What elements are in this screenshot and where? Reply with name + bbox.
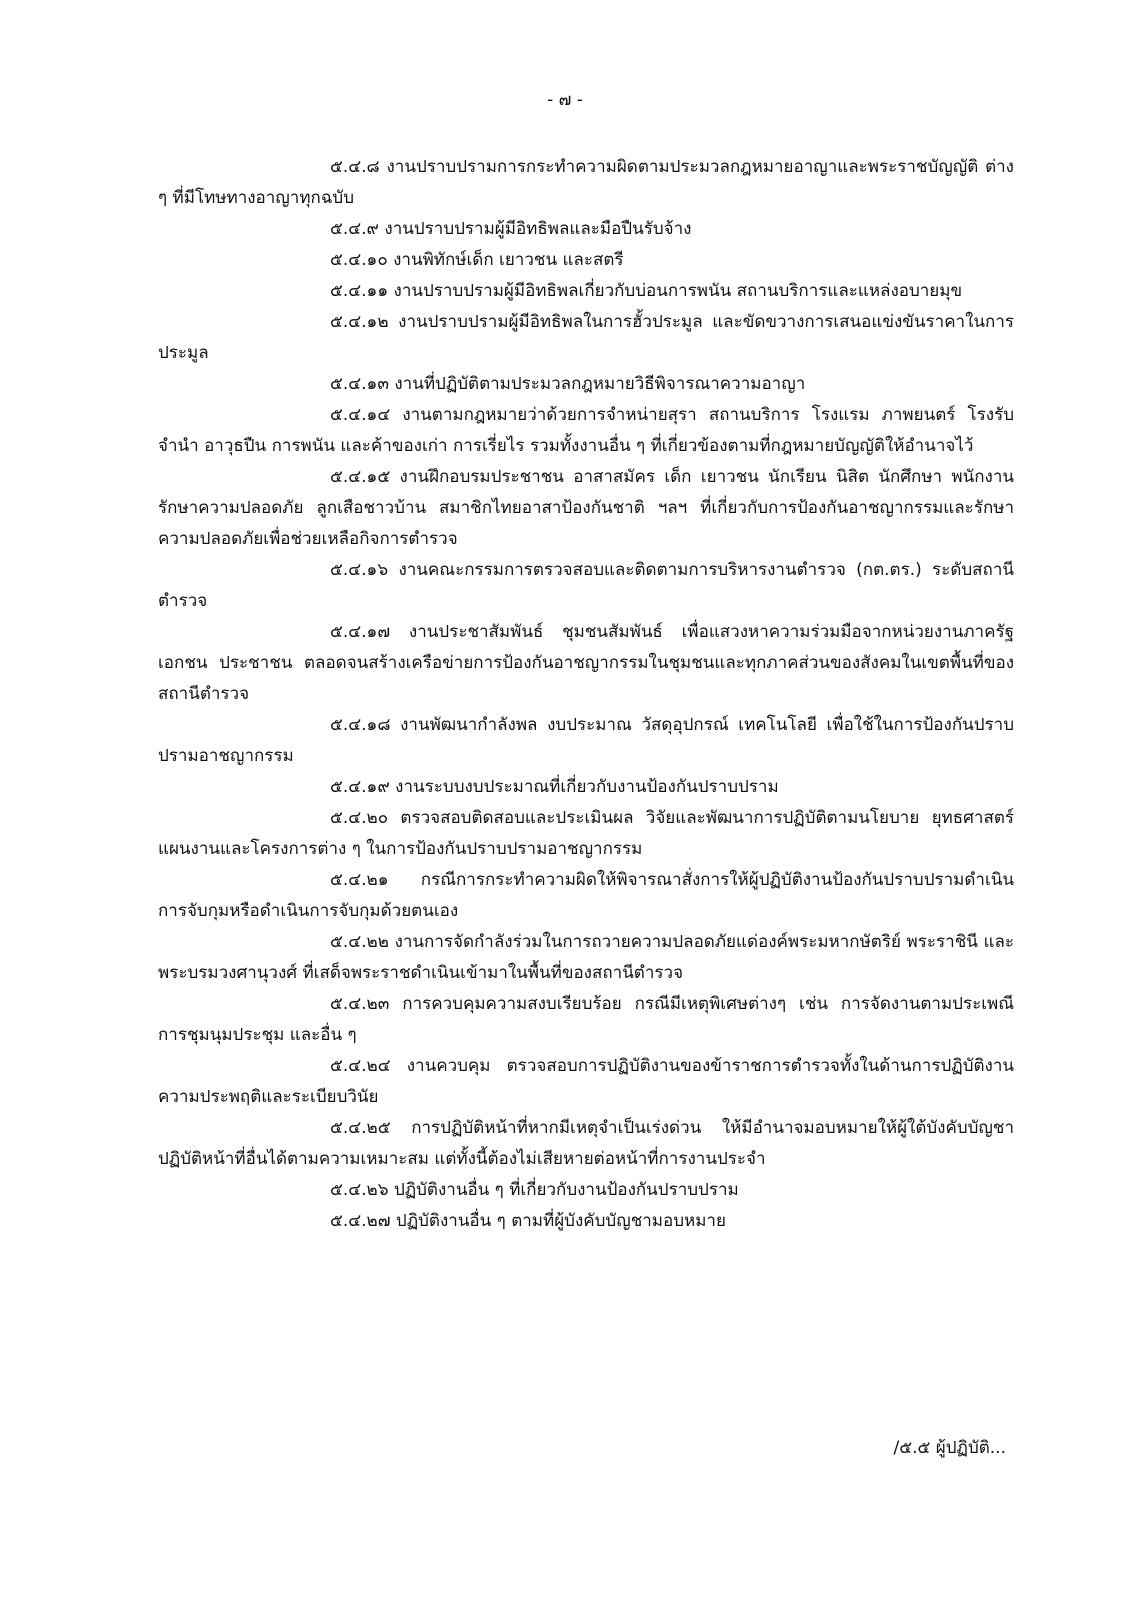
list-item: ๕.๔.๒๓ การควบคุมความสงบเรียบร้อย กรณีมีเหตุพิเศษต่างๆ เช่น การจัดงานตามประเพณี การชุมนุมประชุม และอื่น ๆ <box>158 994 1014 1045</box>
list-item: ๕.๔.๑๗ งานประชาสัมพันธ์ ชุมชนสัมพันธ์ เพื่อแสวงหาความร่วมมือจากหน่วยงานภาครัฐ เอกชน ประชาชน ตลอดจนสร้างเครือข่ายการป้องกันอาชญากรรมในชุมชนและทุกภาคส่วนของสังคมในเขตพื้นที่ของสถานีตำรวจ <box>158 622 1014 704</box>
list-item: ๕.๔.๑๘ งานพัฒนากำลังพล งบประมาณ วัสดุอุปกรณ์ เทคโนโลยี เพื่อใช้ในการป้องกันปราบปรามอาชญากรรม <box>158 715 1014 766</box>
list-item: ๕.๔.๑๔ งานตามกฎหมายว่าด้วยการจำหน่ายสุรา สถานบริการ โรงแรม ภาพยนตร์ โรงรับจำนำ อาวุธปืน การพนัน และค้าของเก่า การเรี่ยไร รวมทั้งงานอื่น ๆ ที่เกี่ยวข้องตามที่กฎหมายบัญญัติให้อำนาจไว้ <box>158 405 1014 456</box>
list-item: ๕.๔.๒๗ ปฏิบัติงานอื่น ๆ ตามที่ผู้บังคับบัญชามอบหมาย <box>330 1211 726 1231</box>
list-item: ๕.๔.๒๖ ปฏิบัติงานอื่น ๆ ที่เกี่ยวกับงานป้องกันปราบปราม <box>330 1180 739 1200</box>
list-item: ๕.๔.๑๖ งานคณะกรรมการตรวจสอบและติดตามการบริหารงานตำรวจ (กต.ตร.) ระดับสถานีตำรวจ <box>158 560 1014 611</box>
list-item: ๕.๔.๑๑ งานปราบปรามผู้มีอิทธิพลเกี่ยวกับบ่อนการพนัน สถานบริการและแหล่งอบายมุข <box>330 281 963 301</box>
list-item: ๕.๔.๒๕ การปฏิบัติหน้าที่หากมีเหตุจำเป็นเร่งด่วน ให้มีอำนาจมอบหมายให้ผู้ใต้บังคับบัญชาปฏิบัติหน้าที่อื่นได้ตามความเหมาะสม แต่ทั้งนี้ต้องไม่เสียหายต่อหน้าที่การงานประจำ <box>158 1118 1014 1169</box>
page-number: - ๗ - <box>547 90 583 110</box>
list-item: ๕.๔.๑๕ งานฝึกอบรมประชาชน อาสาสมัคร เด็ก เยาวชน นักเรียน นิสิต นักศึกษา พนักงานรักษาความปลอดภัย ลูกเสือชาวบ้าน สมาชิกไทยอาสาป้องกันชาติ ฯลฯ ที่เกี่ยวกับการป้องกันอาชญากรรมและรักษาความปลอดภัยเพื่อช่วยเหลือกิจการตำรวจ <box>158 467 1014 549</box>
list-item: ๕.๔.๒๐ ตรวจสอบติดสอบและประเมินผล วิจัยและพัฒนาการปฏิบัติตามนโยบาย ยุทธศาสตร์ แผนงานและโครงการต่าง ๆ ในการป้องกันปราบปรามอาชญากรรม <box>158 808 1014 859</box>
list-item: ๕.๔.๑๓ งานที่ปฏิบัติตามประมวลกฎหมายวิธีพิจารณาความอาญา <box>330 374 806 394</box>
list-item: ๕.๔.๑๙ งานระบบงบประมาณที่เกี่ยวกับงานป้องกันปราบปราม <box>330 777 779 797</box>
list-item: ๕.๔.๒๒ งานการจัดกำลังร่วมในการถวายความปลอดภัยแด่องค์พระมหากษัตริย์ พระราชินี และพระบรมวงศานุวงศ์ ที่เสด็จพระราชดำเนินเข้ามาในพื้นที่ของสถานีตำรวจ <box>158 932 1014 983</box>
continuation-note: /๕.๕ ผู้ปฏิบัติ... <box>893 1438 1006 1458</box>
list-item: ๕.๔.๘ งานปราบปรามการกระทำความผิดตามประมวลกฎหมายอาญาและพระราชบัญญัติ ต่าง ๆ ที่มีโทษทางอาญาทุกฉบับ <box>158 157 1014 208</box>
list-item: ๕.๔.๙ งานปราบปรามผู้มีอิทธิพลและมือปืนรับจ้าง <box>330 219 692 239</box>
list-item: ๕.๔.๑๒ งานปราบปรามผู้มีอิทธิพลในการฮั้วประมูล และขัดขวางการเสนอแข่งขันราคาในการประมูล <box>158 312 1014 363</box>
duty-list <box>158 152 1014 1237</box>
list-item: ๕.๔.๒๔ งานควบคุม ตรวจสอบการปฏิบัติงานของข้าราชการตำรวจทั้งในด้านการปฏิบัติงาน ความประพฤติและระเบียบวินัย <box>158 1056 1014 1107</box>
list-item: ๕.๔.๑๐ งานพิทักษ์เด็ก เยาวชน และสตรี <box>330 250 624 270</box>
list-item: ๕.๔.๒๑ กรณีการกระทำความผิดให้พิจารณาสั่งการให้ผู้ปฏิบัติงานป้องกันปราบปรามดำเนินการจับกุมหรือดำเนินการจับกุมด้วยตนเอง <box>158 870 1014 921</box>
